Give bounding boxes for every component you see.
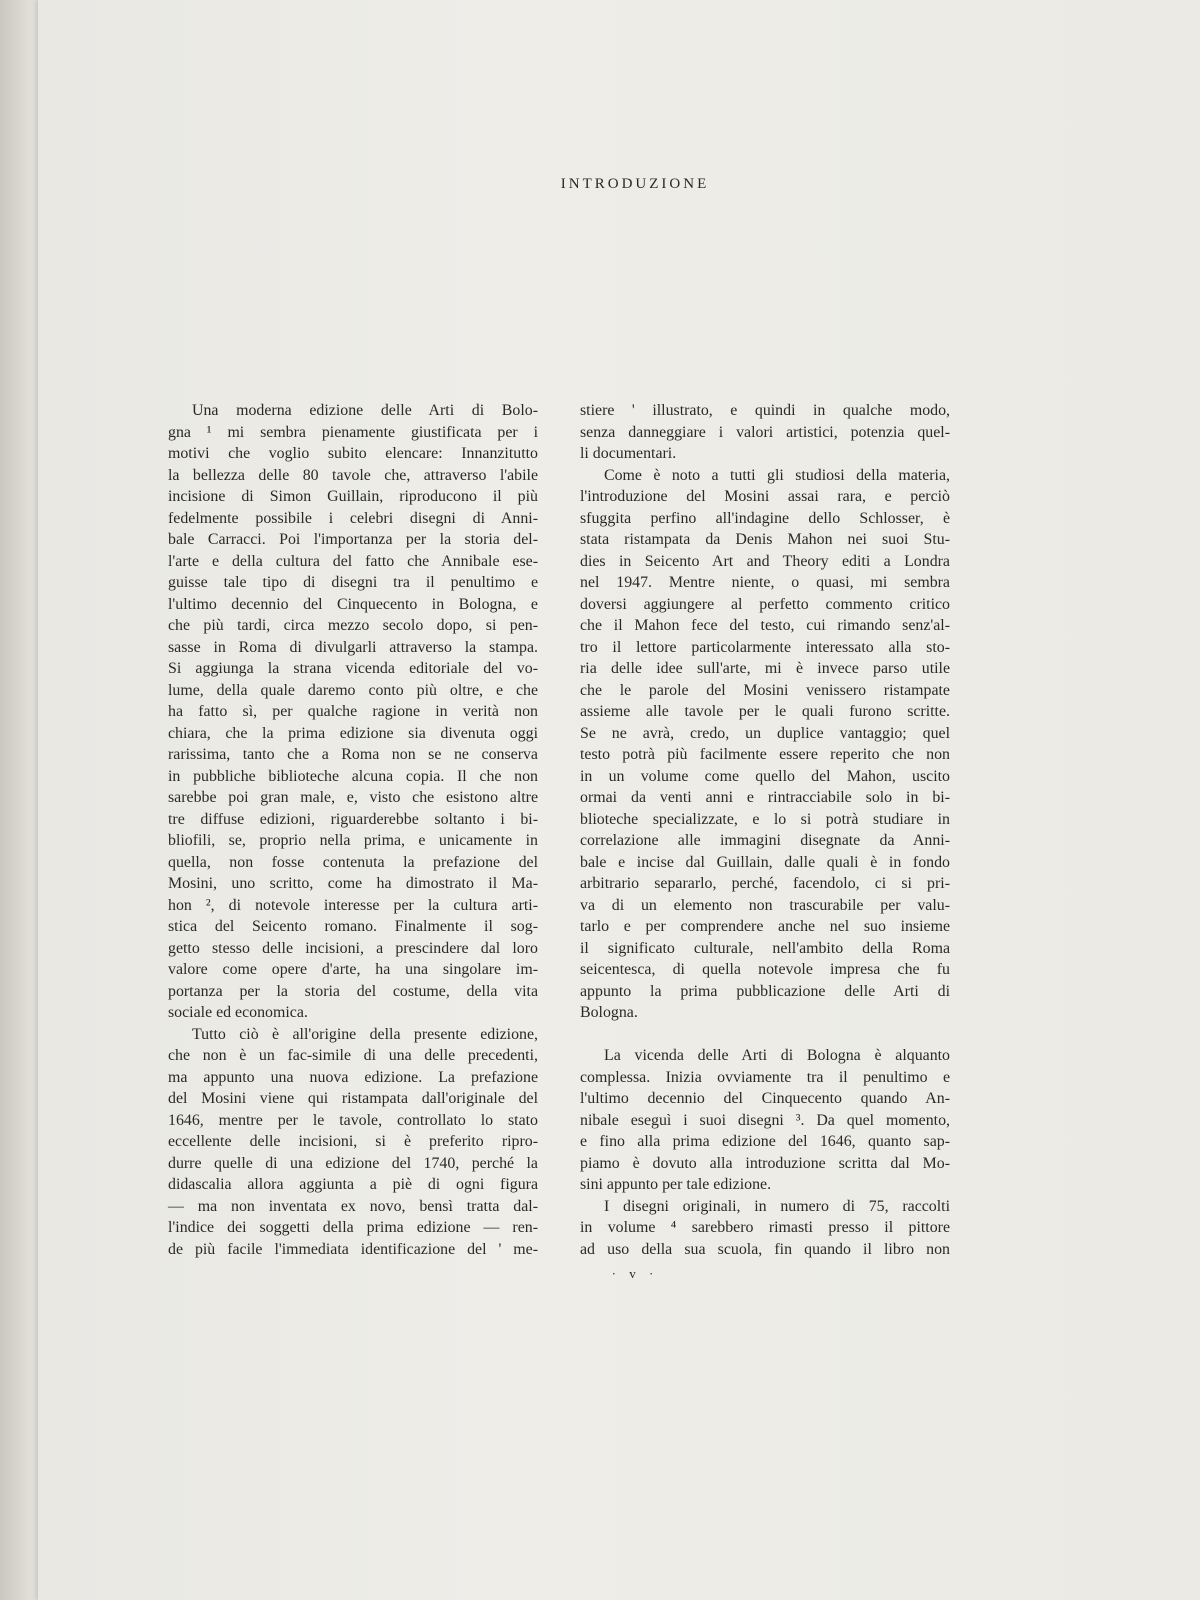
text-line: assieme alle tavole per le quali furono scritte. [580, 703, 950, 720]
text-column-right [580, 400, 950, 1260]
text-line: bale e incise dal Guillain, dalle quali è in fondo [580, 853, 950, 871]
text-line: tro il lettore particolarmente interessato alla sto- [580, 638, 950, 656]
text-line: nel 1947. Mentre niente, o quasi, mi sembra [580, 574, 950, 591]
text-line: La vicenda delle Arti di Bologna è alquanto [604, 1047, 950, 1064]
text-line: arbitrario separarlo, perché, facendolo, ci si pri- [580, 875, 950, 892]
text-line: e fino alla prima edizione del 1646, quanto sap- [580, 1133, 950, 1150]
text-line: didascalia allora aggiunta a piè di ogni figura [168, 1176, 538, 1193]
text-line: 1646, mentre per le tavole, controllato lo stato [168, 1111, 538, 1129]
text-line: sini appunto per tale edizione. [580, 1176, 772, 1193]
text-line: senza danneggiare i valori artistici, potenzia quel- [580, 423, 950, 441]
text-line: va di un elemento non trascurabile per valu- [580, 896, 950, 914]
text-line: ha fatto sì, per qualche ragione in verità non [168, 703, 538, 720]
text-line: l'ultimo decennio del Cinquecento in Bologna, e [168, 595, 538, 613]
text-line: sociale ed economica. [168, 1004, 308, 1021]
text-line: ria delle idee sull'arte, mi è invece parso utile [580, 660, 950, 677]
text-line: l'introduzione del Mosini assai rara, e perciò [580, 488, 950, 505]
text-line: in volume ⁴ sarebbero rimasti presso il pittore [580, 1219, 950, 1236]
text-line: hon ², di notevole interesse per la cultura arti- [168, 896, 538, 914]
text-line: bliofili, se, proprio nella prima, e unicamente in [168, 832, 538, 849]
text-line: complessa. Inizia ovviamente tra il penultimo e [580, 1068, 950, 1086]
text-line: I disegni originali, in numero di 75, raccolti [604, 1197, 950, 1215]
book-page [38, 0, 1200, 1600]
text-line: stata ristampata da Denis Mahon nei suoi Stu- [580, 531, 950, 548]
text-line: getto stesso delle incisioni, a prescindere dal loro [168, 939, 538, 957]
text-line: che le parole del Mosini venissero ristampate [580, 681, 950, 699]
text-line: tarlo e per comprendere anche nel suo insieme [580, 918, 950, 935]
text-line: l'ultimo decennio del Cinquecento quando An- [580, 1090, 950, 1107]
text-line: ad uso della sua scuola, fin quando il libro non [580, 1240, 950, 1258]
text-line: guisse tale tipo di disegni tra il penultimo e [168, 574, 538, 591]
text-line: quella, non fosse contenuta la prefazione del [168, 853, 538, 871]
text-line: correlazione alle immagini disegnate da Anni- [580, 832, 950, 849]
page-number: · v · [611, 1266, 659, 1281]
text-line: il significato culturale, nell'ambito della Roma [580, 939, 950, 957]
text-line: portanza per la storia del costume, della vita [168, 982, 538, 1000]
text-line: testo potrà più facilmente essere reperito che non [580, 746, 950, 763]
text-column-left [168, 400, 538, 1260]
text-line: Tutto ciò è all'origine della presente edizione, [192, 1025, 538, 1043]
text-line: seicentesca, di quella notevole impresa che fu [580, 961, 950, 978]
text-line: stiere ' illustrato, e quindi in qualche modo, [580, 402, 950, 419]
text-line: che più tardi, circa mezzo secolo dopo, si pen- [168, 617, 538, 634]
text-line: sasse in Roma di divulgarli attraverso la stampa. [168, 638, 538, 656]
text-line: la bellezza delle 80 tavole che, attraverso l'abile [168, 466, 538, 484]
text-line: l'indice dei soggetti della prima edizione — ren- [168, 1219, 538, 1236]
text-line: incisione di Simon Guillain, riproducono il più [168, 488, 538, 505]
text-line: lume, della quale daremo conto più oltre, e che [168, 681, 538, 699]
text-line: ma appunto una nuova edizione. La prefazione [168, 1068, 538, 1086]
text-line: Mosini, uno scritto, come ha dimostrato il Ma- [168, 875, 538, 892]
text-line: rarissima, tanto che a Roma non se ne conserva [168, 746, 538, 763]
text-line: Si aggiunga la strana vicenda editoriale del vo- [168, 660, 538, 677]
text-line: stica del Seicento romano. Finalmente il sog- [168, 918, 538, 935]
text-line: tre diffuse edizioni, riguarderebbe soltanto i bi- [168, 810, 538, 828]
blank-line [580, 1024, 950, 1046]
text-line: piamo è dovuto alla introduzione scritta dal Mo- [580, 1154, 950, 1172]
text-line: li documentari. [580, 445, 677, 462]
text-line: che il Mahon fece del testo, cui rimando senz'al- [580, 617, 950, 634]
text-line: Se ne avrà, credo, un duplice vantaggio; quel [580, 724, 950, 742]
text-line: eccellente delle incisioni, si è preferito ripro- [168, 1133, 538, 1150]
chapter-heading: INTRODUZIONE [560, 176, 710, 192]
text-line: gna ¹ mi sembra pienamente giustificata per i [168, 423, 538, 441]
text-line: bale Carracci. Poi l'importanza per la storia del- [168, 531, 538, 548]
text-line: sarebbe poi gran male, e, visto che esistono altre [168, 789, 538, 806]
text-line: blioteche specializzate, e lo si potrà studiare in [580, 810, 950, 828]
text-line: appunto la prima pubblicazione delle Arti di [580, 982, 950, 1000]
text-line: del Mosini viene qui ristampata dall'originale del [168, 1090, 538, 1107]
text-line: nibale eseguì i suoi disegni ³. Da quel momento, [580, 1111, 950, 1129]
text-line: ormai da venti anni e rintracciabile solo in bi- [580, 789, 950, 806]
text-line: Come è noto a tutti gli studiosi della materia, [604, 466, 950, 484]
text-line: motivi che voglio subito elencare: Innanzitutto [168, 445, 538, 462]
text-line: de più facile l'immediata identificazione del ' me- [168, 1240, 538, 1258]
text-line: doversi aggiungere al perfetto commento critico [580, 595, 950, 613]
text-line: l'arte e della cultura del fatto che Annibale ese- [168, 552, 538, 570]
text-line: sfuggita perfino all'indagine dello Schlosser, è [580, 509, 950, 527]
text-line: — ma non inventata ex novo, bensì tratta dal- [168, 1197, 538, 1215]
text-line: dies in Seicento Art and Theory editi a Londra [580, 552, 950, 570]
text-line: Una moderna edizione delle Arti di Bolo- [192, 402, 538, 419]
text-line: fedelmente possibile i celebri disegni di Anni- [168, 509, 538, 527]
text-line: in un volume come quello del Mahon, uscito [580, 767, 950, 785]
text-line: in pubbliche biblioteche alcuna copia. Il che non [168, 767, 538, 785]
text-line: chiara, che la prima edizione sia divenuta oggi [168, 724, 538, 742]
text-line: valore come opere d'arte, ha una singolare im- [168, 961, 538, 978]
text-line: Bologna. [580, 1004, 638, 1021]
text-line: durre quelle di una edizione del 1740, perché la [168, 1154, 538, 1172]
text-line: che non è un fac-simile di una delle precedenti, [168, 1047, 538, 1064]
